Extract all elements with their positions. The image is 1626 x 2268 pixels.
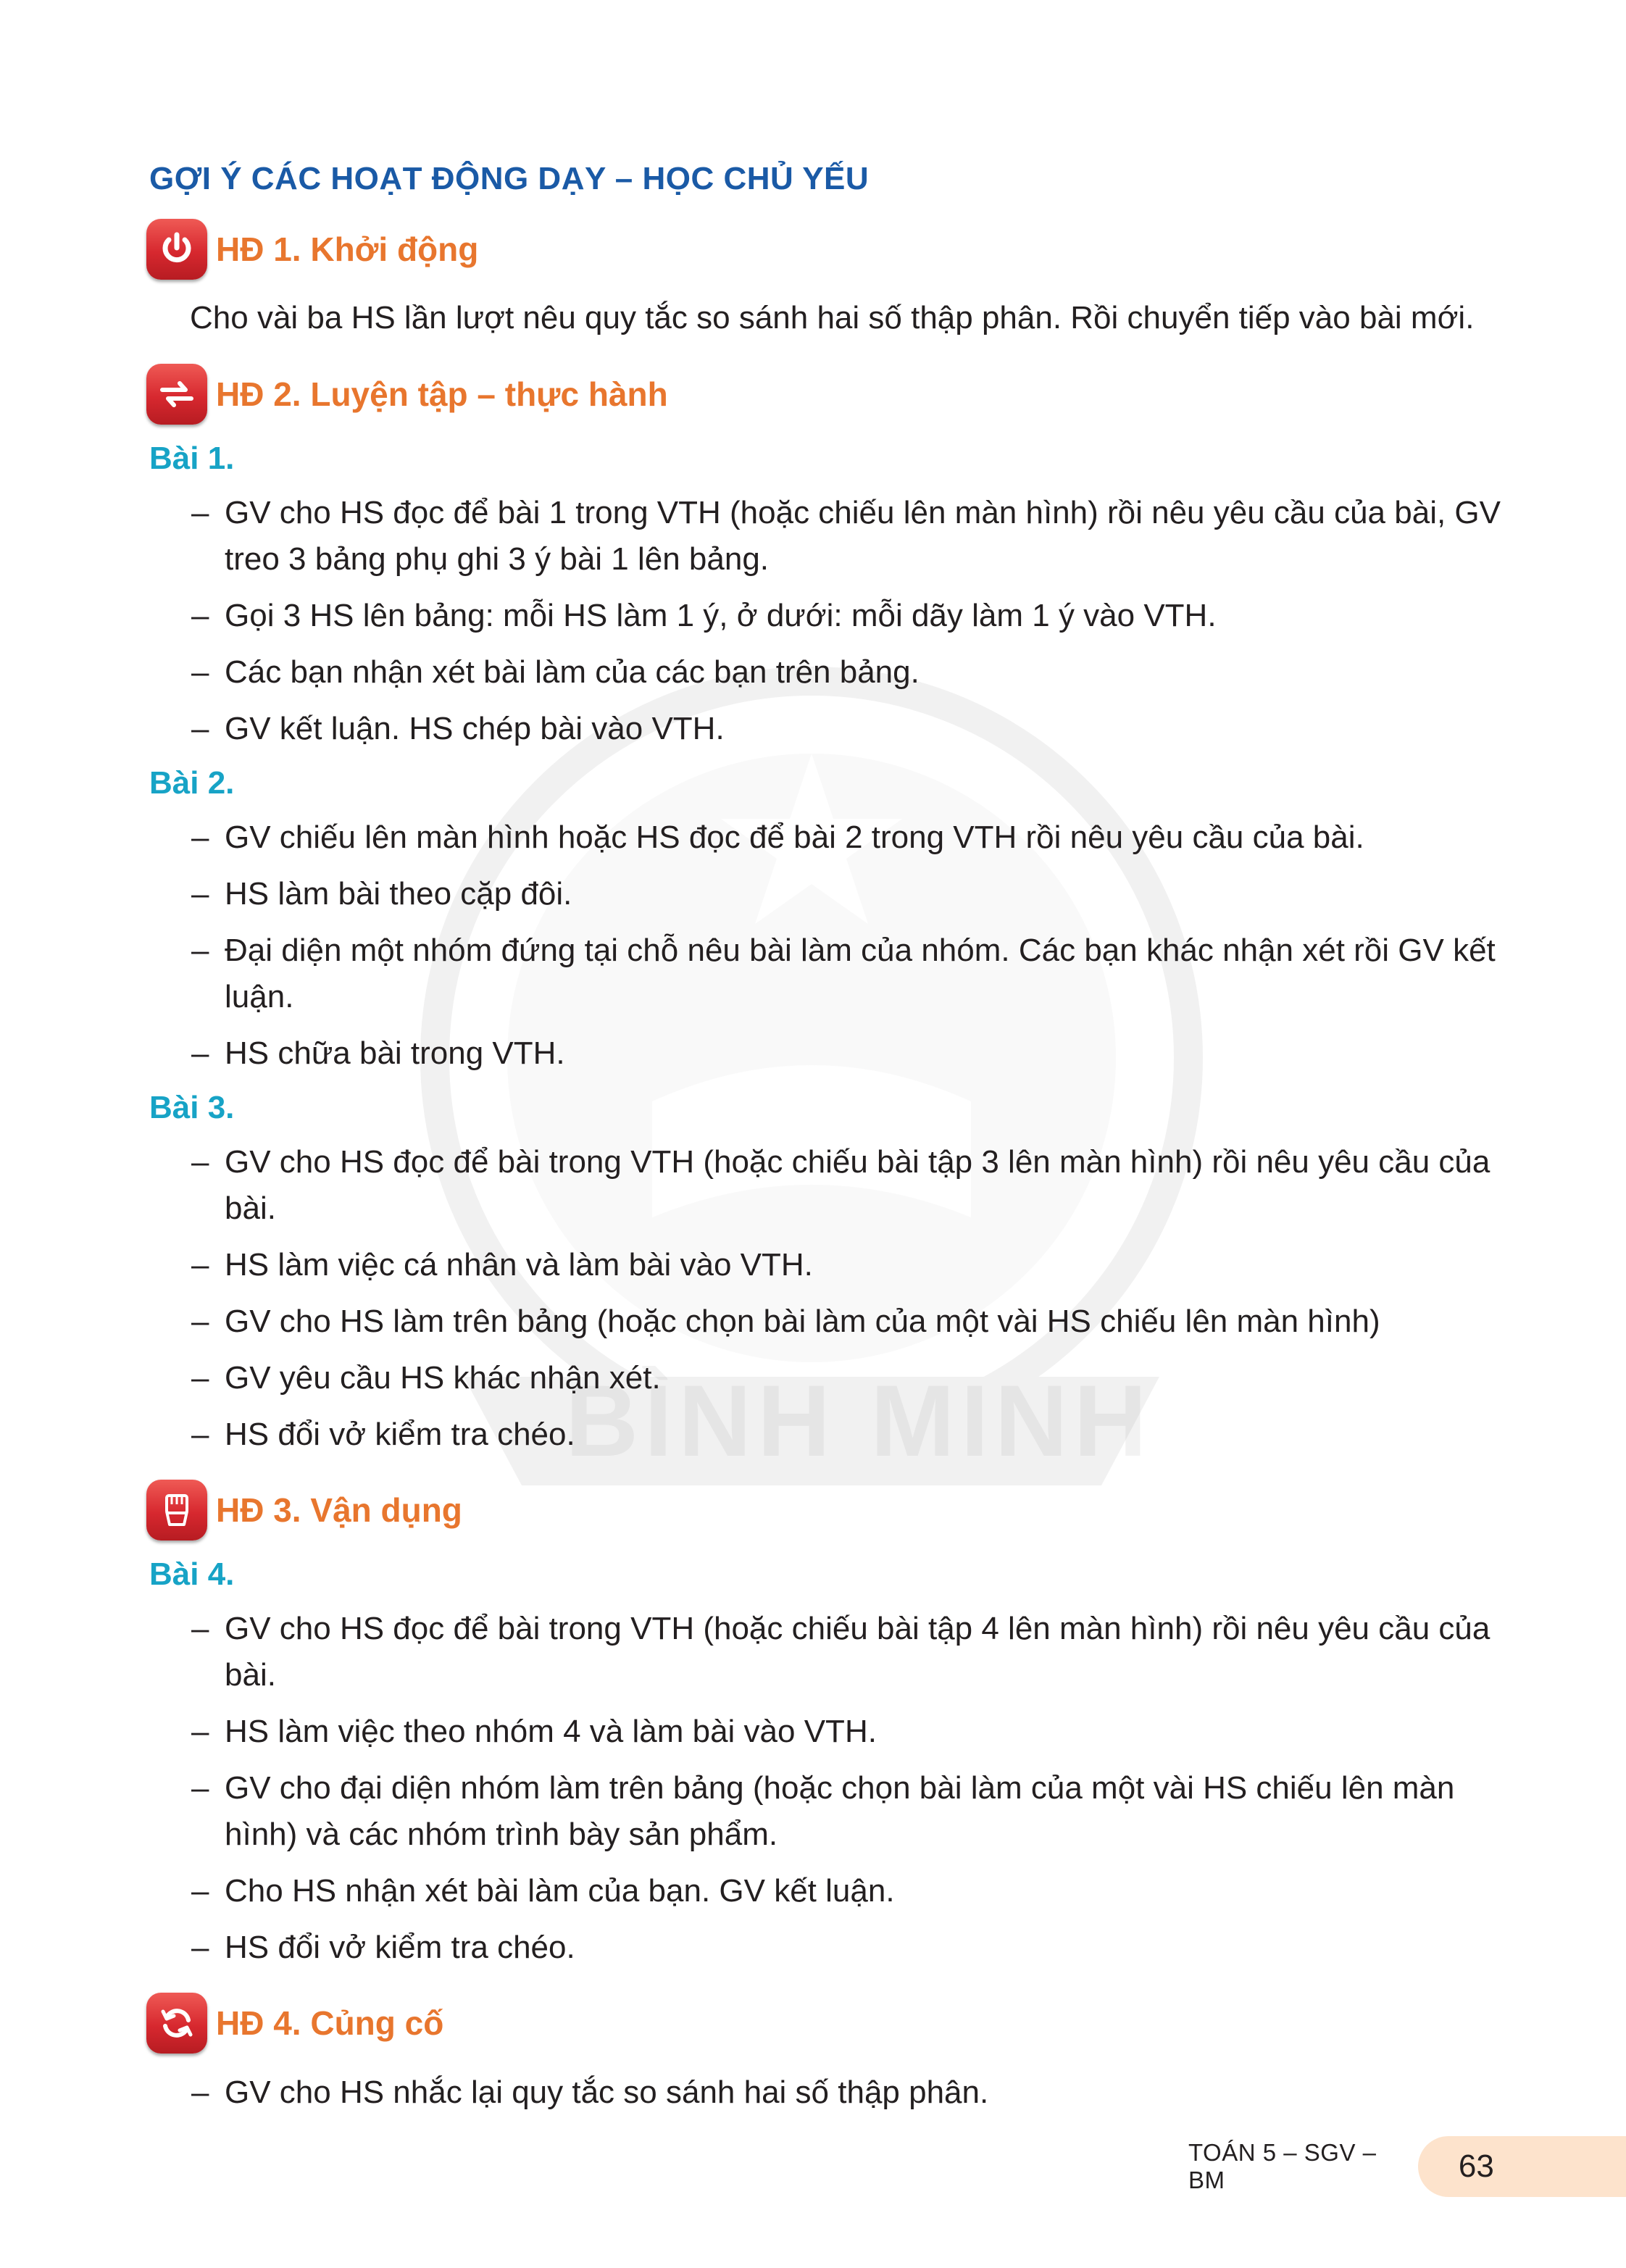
exchange-arrows-icon xyxy=(146,364,207,425)
list-item: – GV cho đại diện nhóm làm trên bảng (hoặc chọn bài làm của một vài HS chiếu lên màn hình) và các nhóm trình bày sản phẩm. xyxy=(149,1765,1526,1858)
list-item: – HS làm bài theo cặp đôi. xyxy=(149,871,1526,917)
footer-book-label: TOÁN 5 – SGV – BM xyxy=(1188,2139,1377,2193)
activity-4-list xyxy=(149,2069,1526,2116)
activity-3-title: HĐ 3. Vận dụng xyxy=(216,1491,462,1529)
activity-4-title: HĐ 4. Củng cố xyxy=(216,2004,444,2042)
activity-2-title: HĐ 2. Luyện tập – thực hành xyxy=(216,375,668,413)
list-item: – Gọi 3 HS lên bảng: mỗi HS làm 1 ý, ở dưới: mỗi dãy làm 1 ý vào VTH. xyxy=(149,593,1526,639)
list-item: – HS chữa bài trong VTH. xyxy=(149,1030,1526,1077)
exercise-1-title: Bài 1. xyxy=(149,440,235,476)
activity-4-header xyxy=(146,1993,1526,2054)
watermark-text: BÌNH MINH xyxy=(565,1364,1153,1477)
list-item: – GV cho HS đọc để bài trong VTH (hoặc chiếu bài tập 3 lên màn hình) rồi nêu yêu cầu của bài. xyxy=(149,1139,1526,1232)
exercise-4-list xyxy=(149,1606,1526,1971)
list-item: – Cho HS nhận xét bài làm của bạn. GV kết luận. xyxy=(149,1868,1526,1914)
activity-1-header xyxy=(146,219,1526,280)
exercise-2-title: Bài 2. xyxy=(149,764,235,801)
list-item: – Đại diện một nhóm đứng tại chỗ nêu bài làm của nhóm. Các bạn khác nhận xét rồi GV kết luận. xyxy=(149,927,1526,1020)
list-item: – GV cho HS đọc để bài 1 trong VTH (hoặc chiếu lên màn hình) rồi nêu yêu cầu của bài, GV treo 3 bảng phụ ghi 3 ý bài 1 lên bảng. xyxy=(149,490,1526,583)
list-item: – HS đổi vở kiểm tra chéo. xyxy=(149,1925,1526,1971)
exercise-3-list xyxy=(149,1139,1526,1458)
page-footer xyxy=(1188,2136,1626,2197)
list-item: – GV yêu cầu HS khác nhận xét. xyxy=(149,1355,1526,1401)
page-number: 63 xyxy=(1418,2136,1626,2197)
activity-1-title: HĐ 1. Khởi động xyxy=(216,230,479,268)
list-item: – HS làm việc theo nhóm 4 và làm bài vào VTH. xyxy=(149,1709,1526,1755)
exercise-2-list xyxy=(149,814,1526,1077)
list-item: – GV kết luận. HS chép bài vào VTH. xyxy=(149,706,1526,752)
list-item: – GV cho HS làm trên bảng (hoặc chọn bài làm của một vài HS chiếu lên màn hình) xyxy=(149,1298,1526,1345)
power-icon xyxy=(146,219,207,280)
page-title: GỢI Ý CÁC HOẠT ĐỘNG DẠY – HỌC CHỦ YẾU xyxy=(149,161,870,196)
list-item: – GV cho HS đọc để bài trong VTH (hoặc chiếu bài tập 4 lên màn hình) rồi nêu yêu cầu của bài. xyxy=(149,1606,1526,1698)
list-item: – GV cho HS nhắc lại quy tắc so sánh hai số thập phân. xyxy=(149,2069,1526,2116)
exercise-1-list xyxy=(149,490,1526,752)
refresh-icon xyxy=(146,1993,207,2054)
exercise-4-title: Bài 4. xyxy=(149,1556,235,1592)
list-item: – HS đổi vở kiểm tra chéo. xyxy=(149,1412,1526,1458)
list-item: – GV chiếu lên màn hình hoặc HS đọc để bài 2 trong VTH rồi nêu yêu cầu của bài. xyxy=(149,814,1526,861)
activity-3-header xyxy=(146,1480,1526,1541)
list-item: – HS làm việc cá nhân và làm bài vào VTH. xyxy=(149,1242,1526,1288)
page-content xyxy=(149,161,1526,2129)
list-item: – Các bạn nhận xét bài làm của các bạn trên bảng. xyxy=(149,649,1526,696)
activity-1-text: Cho vài ba HS lần lượt nêu quy tắc so sánh hai số thập phân. Rồi chuyển tiếp vào bài mới. xyxy=(190,300,1475,335)
fist-icon xyxy=(146,1480,207,1541)
exercise-3-title: Bài 3. xyxy=(149,1089,235,1125)
activity-2-header xyxy=(146,364,1526,425)
